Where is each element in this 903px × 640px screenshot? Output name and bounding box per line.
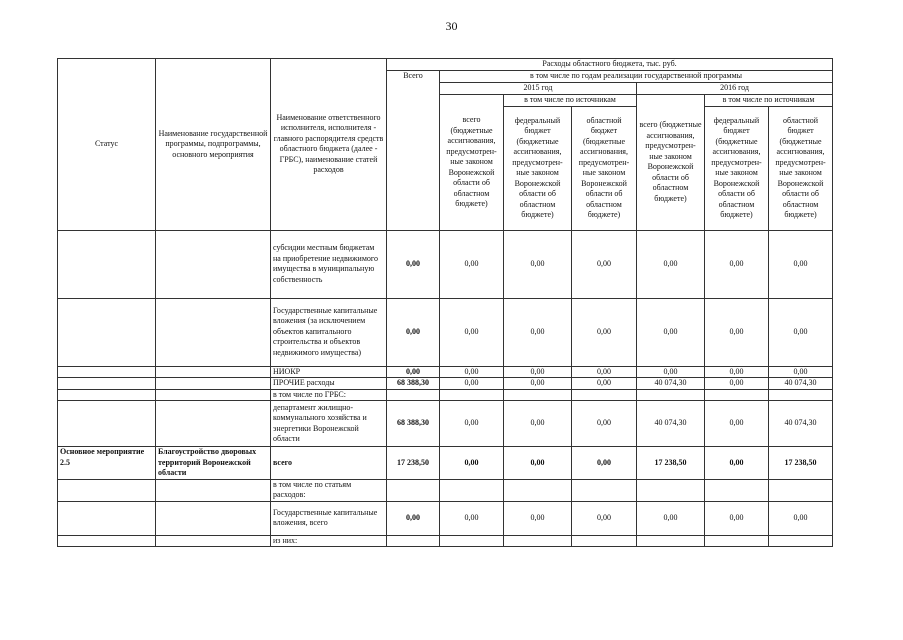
status-cell xyxy=(58,298,156,366)
value-cell: 0,00 xyxy=(769,501,833,535)
value-cell: 0,00 xyxy=(387,230,440,298)
item-cell: всего xyxy=(271,447,387,480)
header-2015-total: всего (бюджетные ассигнования, предусмотрен-ные законом Воронежской области об областном бюджете) xyxy=(440,95,504,231)
value-cell: 0,00 xyxy=(769,230,833,298)
header-2016-total: всего (бюджетные ассигнования, предусмотрен-ные законом Воронежской области об областном бюджете) xyxy=(637,95,705,231)
value-cell xyxy=(387,389,440,401)
value-cell xyxy=(705,479,769,501)
value-cell: 0,00 xyxy=(572,230,637,298)
header-2016-regional: областной бюджет (бюджетные ассигнования, предусмотрен-ные законом Воронежской области об областном бюджете) xyxy=(769,106,833,230)
item-cell: департамент жилищно-коммунального хозяйства и энергетики Воронежской области xyxy=(271,401,387,447)
value-cell: 0,00 xyxy=(572,447,637,480)
program-cell xyxy=(156,389,271,401)
value-cell: 0,00 xyxy=(705,230,769,298)
table-row xyxy=(58,230,833,298)
value-cell xyxy=(705,389,769,401)
value-cell xyxy=(769,389,833,401)
value-cell xyxy=(440,535,504,547)
header-by-years: в том числе по годам реализации государственной программы xyxy=(440,71,833,83)
value-cell: 0,00 xyxy=(705,378,769,390)
value-cell xyxy=(504,389,572,401)
status-cell xyxy=(58,230,156,298)
table-row xyxy=(58,366,833,378)
program-cell xyxy=(156,479,271,501)
value-cell xyxy=(705,535,769,547)
item-cell: Государственные капитальные вложения (за исключением объектов капитального строительства и объектов недвижимого имущества) xyxy=(271,298,387,366)
table-row xyxy=(58,479,833,501)
status-cell xyxy=(58,366,156,378)
value-cell: 0,00 xyxy=(572,501,637,535)
status-cell xyxy=(58,401,156,447)
item-cell: в том числе по статьям расходов: xyxy=(271,479,387,501)
item-cell: НИОКР xyxy=(271,366,387,378)
value-cell: 0,00 xyxy=(705,401,769,447)
value-cell: 0,00 xyxy=(769,298,833,366)
value-cell: 40 074,30 xyxy=(637,401,705,447)
program-cell xyxy=(156,535,271,547)
table-row xyxy=(58,401,833,447)
table-row xyxy=(58,501,833,535)
value-cell: 17 238,50 xyxy=(769,447,833,480)
value-cell: 0,00 xyxy=(572,298,637,366)
header-2015-federal: федеральный бюджет (бюджетные ассигнования, предусмотрен-ные законом Воронежской области об областном бюджете) xyxy=(504,106,572,230)
value-cell: 0,00 xyxy=(440,447,504,480)
value-cell: 0,00 xyxy=(440,501,504,535)
value-cell: 0,00 xyxy=(637,298,705,366)
value-cell: 0,00 xyxy=(387,298,440,366)
value-cell: 0,00 xyxy=(440,378,504,390)
value-cell: 0,00 xyxy=(504,501,572,535)
item-cell: ПРОЧИЕ расходы xyxy=(271,378,387,390)
status-cell xyxy=(58,378,156,390)
program-cell xyxy=(156,401,271,447)
header-2015-regional: областной бюджет (бюджетные ассигнования, предусмотрен-ные законом Воронежской области об областном бюджете) xyxy=(572,106,637,230)
budget-table xyxy=(57,58,833,547)
value-cell xyxy=(504,535,572,547)
status-cell xyxy=(58,389,156,401)
value-cell: 0,00 xyxy=(637,501,705,535)
value-cell: 0,00 xyxy=(705,501,769,535)
value-cell xyxy=(769,535,833,547)
value-cell: 0,00 xyxy=(637,230,705,298)
header-2015-sources: в том числе по источникам xyxy=(504,95,637,107)
item-cell: субсидии местным бюджетам на приобретение недвижимого имущества в муниципальную собственность xyxy=(271,230,387,298)
value-cell: 0,00 xyxy=(637,366,705,378)
table-row xyxy=(58,447,833,480)
header-year-2015: 2015 год xyxy=(440,83,637,95)
status-cell xyxy=(58,479,156,501)
value-cell: 68 388,30 xyxy=(387,401,440,447)
value-cell xyxy=(637,389,705,401)
value-cell: 40 074,30 xyxy=(637,378,705,390)
value-cell: 0,00 xyxy=(440,366,504,378)
value-cell: 0,00 xyxy=(705,298,769,366)
value-cell: 0,00 xyxy=(705,447,769,480)
value-cell: 0,00 xyxy=(387,501,440,535)
value-cell: 0,00 xyxy=(705,366,769,378)
status-cell xyxy=(58,535,156,547)
value-cell xyxy=(387,479,440,501)
program-cell xyxy=(156,501,271,535)
header-2016-federal: федеральный бюджет (бюджетные ассигнования, предусмотрен-ные законом Воронежской области об областном бюджете) xyxy=(705,106,769,230)
header-executor: Наименование ответственного исполнителя, исполнителя - главного распорядителя средств областного бюджета (далее - ГРБС), наименование статей расходов xyxy=(271,59,387,231)
value-cell: 0,00 xyxy=(440,230,504,298)
table-row xyxy=(58,535,833,547)
status-cell xyxy=(58,501,156,535)
table-body xyxy=(58,230,833,547)
header-year-2016: 2016 год xyxy=(637,83,833,95)
program-cell xyxy=(156,366,271,378)
status-cell: Основное мероприятие 2.5 xyxy=(58,447,156,480)
header-program-name: Наименование государственной программы, подпрограммы, основного мероприятия xyxy=(156,59,271,231)
value-cell xyxy=(572,389,637,401)
value-cell: 0,00 xyxy=(572,401,637,447)
item-cell: Государственные капитальные вложения, всего xyxy=(271,501,387,535)
program-cell xyxy=(156,378,271,390)
value-cell: 0,00 xyxy=(504,401,572,447)
value-cell xyxy=(440,389,504,401)
value-cell: 40 074,30 xyxy=(769,401,833,447)
value-cell: 0,00 xyxy=(440,298,504,366)
value-cell xyxy=(572,479,637,501)
table-row xyxy=(58,378,833,390)
table-row xyxy=(58,389,833,401)
table-row xyxy=(58,298,833,366)
page-number: 30 xyxy=(445,19,458,33)
value-cell: 17 238,50 xyxy=(637,447,705,480)
program-cell: Благоустройство дворовых территорий Воронежской области xyxy=(156,447,271,480)
value-cell: 0,00 xyxy=(504,366,572,378)
value-cell xyxy=(637,535,705,547)
value-cell: 40 074,30 xyxy=(769,378,833,390)
item-cell: в том числе по ГРБС: xyxy=(271,389,387,401)
header-total: Всего xyxy=(387,71,440,231)
item-cell: из них: xyxy=(271,535,387,547)
value-cell: 0,00 xyxy=(504,230,572,298)
value-cell xyxy=(440,479,504,501)
value-cell: 0,00 xyxy=(504,447,572,480)
value-cell: 0,00 xyxy=(504,378,572,390)
value-cell: 0,00 xyxy=(572,366,637,378)
value-cell: 0,00 xyxy=(440,401,504,447)
program-cell xyxy=(156,230,271,298)
value-cell: 0,00 xyxy=(387,366,440,378)
program-cell xyxy=(156,298,271,366)
value-cell: 17 238,50 xyxy=(387,447,440,480)
header-expenses: Расходы областного бюджета, тыс. руб. xyxy=(387,59,833,71)
value-cell xyxy=(387,535,440,547)
value-cell: 0,00 xyxy=(572,378,637,390)
value-cell xyxy=(769,479,833,501)
value-cell xyxy=(572,535,637,547)
value-cell xyxy=(504,479,572,501)
header-status: Статус xyxy=(58,59,156,231)
value-cell: 0,00 xyxy=(504,298,572,366)
header-2016-sources: в том числе по источникам xyxy=(705,95,833,107)
value-cell: 68 388,30 xyxy=(387,378,440,390)
value-cell: 0,00 xyxy=(769,366,833,378)
value-cell xyxy=(637,479,705,501)
